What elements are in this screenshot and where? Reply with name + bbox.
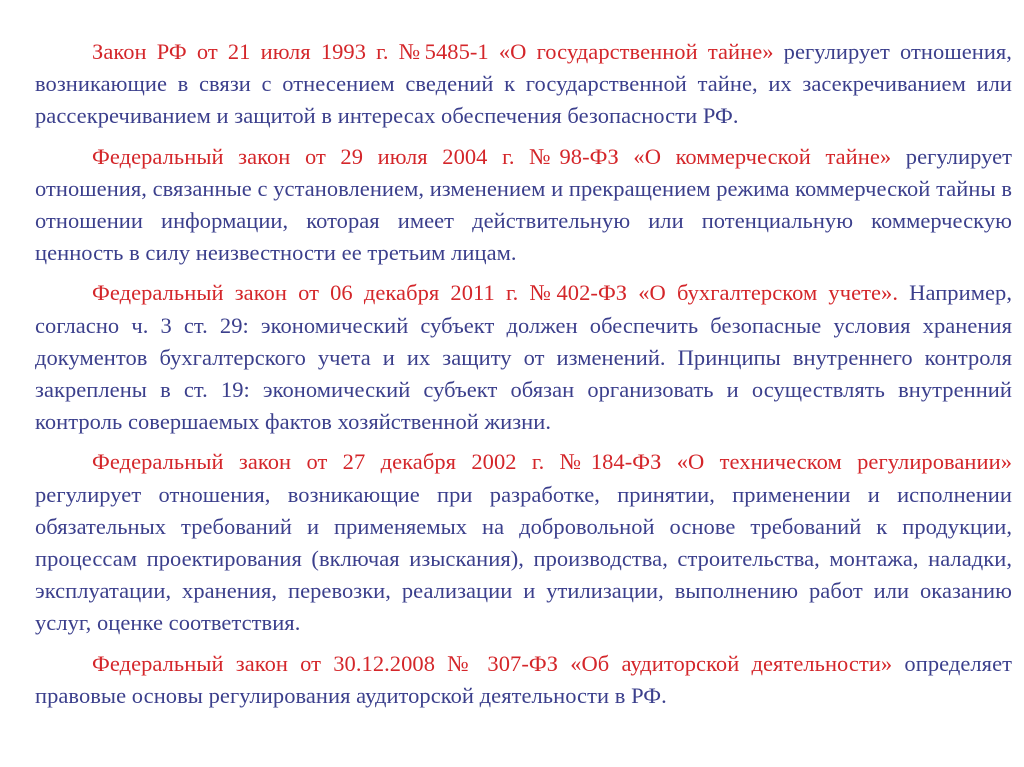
law-description-state-secret: регулирует отношения, возникающие в связи с отнесением сведений к государственной тайне, их засекречиванием или рассекречиванием и защитой в интересах обеспечения безопасности РФ. — [35, 39, 1012, 129]
law-title-commercial-secret: Федеральный закон от 29 июля 2004 г. №98-ФЗ «О коммерческой тайне» — [92, 143, 892, 169]
paragraph-technical-regulation-law — [35, 446, 1012, 639]
law-description-accounting: Например, согласно ч. 3 ст. 29: экономический субъект должен обеспечить безопасные условия хранения документов бухгалтерского учета и их защиту от изменений. Принципы внутреннего контроля закреплены в ст. 19: экономический субъект обязан организовать и осуществлять внутренний контроль совершаемых фактов хозяйственной жизни. — [35, 280, 1013, 435]
law-title-state-secret: Закон РФ от 21 июля 1993 г. №5485-1 «О государственной тайне» — [92, 39, 774, 64]
law-title-audit: Федеральный закон от 30.12.2008 № 307-ФЗ «Об аудиторской деятельности» — [92, 650, 893, 676]
paragraph-accounting-law — [35, 277, 1012, 438]
law-description-commercial-secret: регулирует отношения, связанные с установлением, изменением и прекращением режима коммерческой тайны в отношении информации, которая имеет действительную или потенциальную коммерческую ценность в силу неизвестности ее третьим лицам. — [35, 143, 1012, 266]
paragraph-commercial-secret-law — [35, 141, 1012, 270]
paragraph-state-secret-law — [35, 36, 1012, 133]
law-description-technical-regulation: регулирует отношения, возникающие при разработке, принятии, применении и исполнении обязательных требований и применяемых на добровольной основе требований к продукции, процессам проектирования (включая изыскания), производства, строительства, монтажа, наладки, эксплуатации, хранения, перевозки, реализации и утилизации, выполнению работ или оказанию услуг, оценке соответствия. — [35, 481, 1012, 636]
paragraph-audit-law — [35, 648, 1012, 712]
law-description-audit: определяет правовые основы регулирования аудиторской деятельности в РФ. — [35, 650, 1012, 708]
law-title-technical-regulation: Федеральный закон от 27 декабря 2002 г. №184-ФЗ «О техническом регулировании» — [92, 449, 1012, 475]
law-title-accounting: Федеральный закон от 06 декабря 2011 г. №402-ФЗ «О бухгалтерском учете». — [92, 280, 899, 306]
